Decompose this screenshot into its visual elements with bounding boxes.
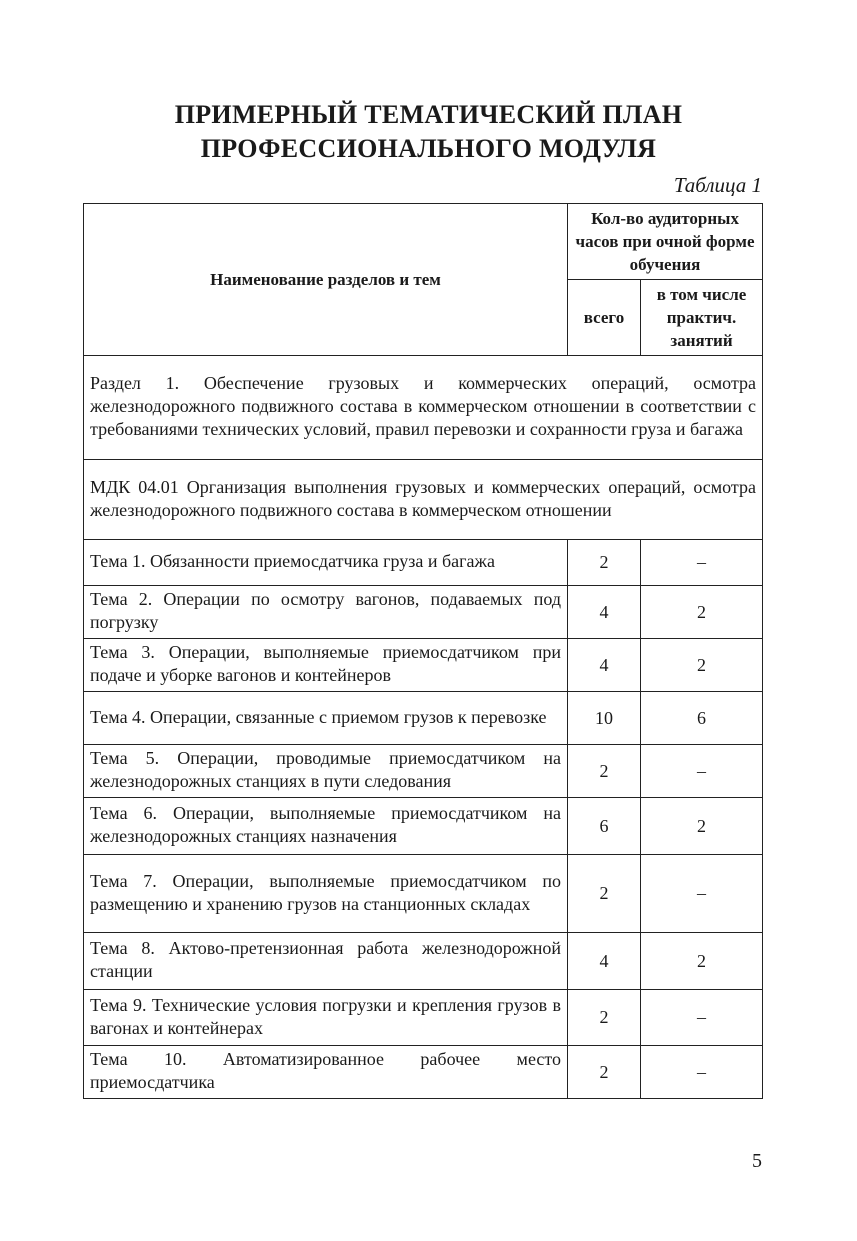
topic-name: Тема 4. Операции, связанные с приемом грузов к перевозке	[84, 692, 568, 745]
page-title	[0, 98, 857, 166]
table-row	[84, 745, 763, 798]
total-hours: 4	[568, 586, 641, 639]
table-row	[84, 639, 763, 692]
mdk-title: МДК 04.01 Организация выполнения грузовых и коммерческих операций, осмотра железнодорожного подвижного состава в коммерческом отношении	[84, 460, 763, 540]
thematic-plan-table	[83, 203, 763, 1099]
header-hours: Кол-во аудиторных часов при очной форме обучения	[568, 204, 763, 280]
table-row	[84, 540, 763, 586]
table-row	[84, 798, 763, 855]
total-hours: 10	[568, 692, 641, 745]
header-row-1	[84, 204, 763, 280]
topic-name: Тема 9. Технические условия погрузки и крепления грузов в вагонах и контейнерах	[84, 990, 568, 1046]
total-hours: 2	[568, 1046, 641, 1099]
total-hours: 4	[568, 639, 641, 692]
topic-name: Тема 7. Операции, выполняемые приемосдатчиком по размещению и хранению грузов на станционных складах	[84, 855, 568, 933]
practical-hours: –	[641, 1046, 763, 1099]
topic-name: Тема 10. Автоматизированное рабочее место приемосдатчика	[84, 1046, 568, 1099]
table-row	[84, 692, 763, 745]
practical-hours: –	[641, 540, 763, 586]
total-hours: 2	[568, 540, 641, 586]
practical-hours: 2	[641, 639, 763, 692]
page-number: 5	[752, 1150, 762, 1172]
header-name: Наименование разделов и тем	[84, 204, 568, 356]
table-row	[84, 586, 763, 639]
header-total: всего	[568, 280, 641, 356]
table-row	[84, 990, 763, 1046]
total-hours: 2	[568, 745, 641, 798]
topic-name: Тема 2. Операции по осмотру вагонов, подаваемых под погрузку	[84, 586, 568, 639]
practical-hours: 6	[641, 692, 763, 745]
section-row	[84, 356, 763, 460]
topic-name: Тема 8. Актово-претензионная работа железнодорожной станции	[84, 933, 568, 990]
table-row	[84, 1046, 763, 1099]
practical-hours: 2	[641, 933, 763, 990]
total-hours: 2	[568, 990, 641, 1046]
topic-name: Тема 6. Операции, выполняемые приемосдатчиком на железнодорожных станциях назначения	[84, 798, 568, 855]
topic-name: Тема 5. Операции, проводимые приемосдатчиком на железнодорожных станциях в пути следования	[84, 745, 568, 798]
topic-name: Тема 1. Обязанности приемосдатчика груза и багажа	[84, 540, 568, 586]
total-hours: 4	[568, 933, 641, 990]
practical-hours: 2	[641, 798, 763, 855]
practical-hours: –	[641, 990, 763, 1046]
practical-hours: –	[641, 745, 763, 798]
section-title: Раздел 1. Обеспечение грузовых и коммерческих операций, осмотра железнодорожного подвижного состава в коммерческом отношении в соответствии с требованиями технических условий, правил перевозки и сохранности груза и багажа	[84, 356, 763, 460]
practical-hours: –	[641, 855, 763, 933]
total-hours: 2	[568, 855, 641, 933]
practical-hours: 2	[641, 586, 763, 639]
total-hours: 6	[568, 798, 641, 855]
mdk-row	[84, 460, 763, 540]
title-line-1: ПРИМЕРНЫЙ ТЕМАТИЧЕСКИЙ ПЛАН	[174, 100, 683, 129]
table-caption: Таблица 1	[673, 173, 762, 197]
header-practical: в том числе практич. занятий	[641, 280, 763, 356]
table-row	[84, 933, 763, 990]
title-line-2: ПРОФЕССИОНАЛЬНОГО МОДУЛЯ	[200, 134, 657, 163]
topic-name: Тема 3. Операции, выполняемые приемосдатчиком при подаче и уборке вагонов и контейнеров	[84, 639, 568, 692]
table-row	[84, 855, 763, 933]
